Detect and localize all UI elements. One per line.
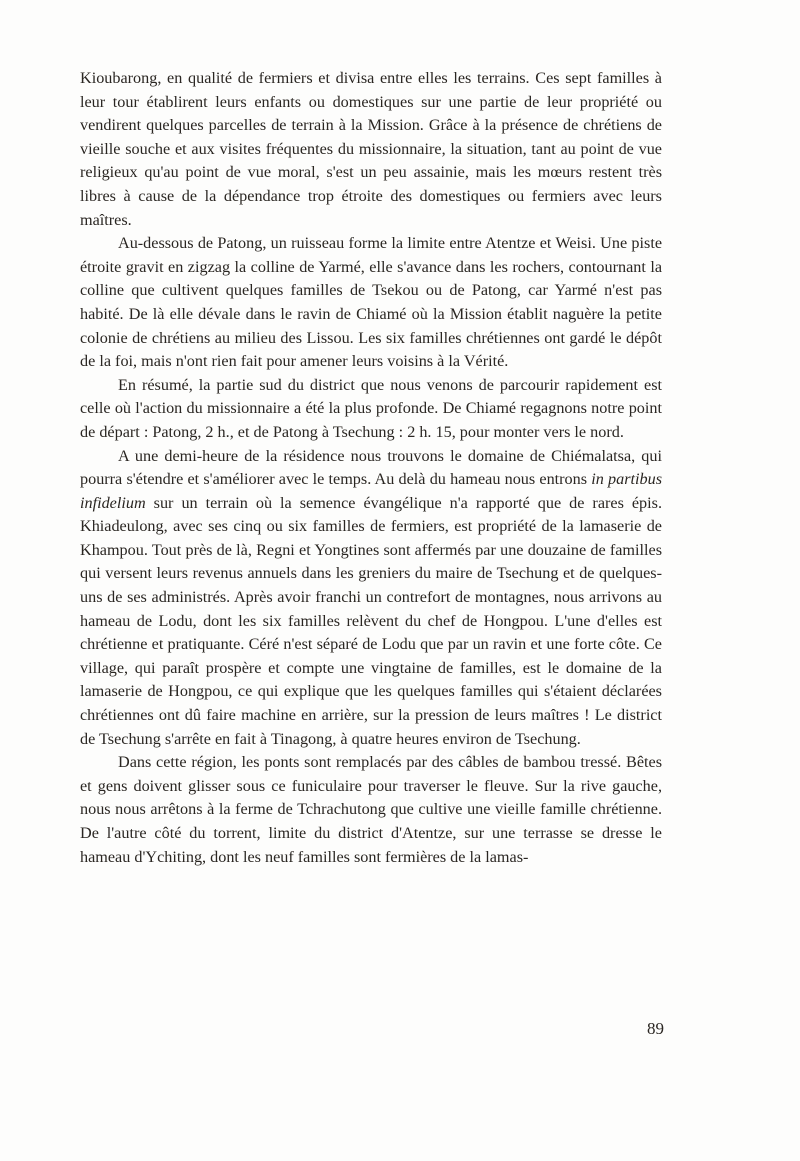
paragraph-5: Dans cette région, les ponts sont remplacés par des câbles de bambou tressé. Bêtes et gens doivent glisser sous ce funiculaire pour traverser le fleuve. Sur la rive gauche, nous nous arrêtons à la ferme de Tchrachutong que cultive une vieille famille chrétienne. De l'autre côté du torrent, limite du district d'Atentze, sur une terrasse se dresse le hameau d'Ychiting, dont les neuf familles sont fermières de la lamas- [80, 753, 662, 866]
paragraph-4 [80, 445, 662, 752]
page-body [80, 67, 662, 869]
latin-phrase: in partibus infidelium [80, 470, 663, 512]
page-number: 89 [647, 1019, 664, 1038]
paragraph-4-text-end: sur un terrain où la semence évangélique n'a rapporté que de rares épis. Khiadeulong, avec ses cinq ou six familles de fermiers, est propriété de la lamaserie de Khampou. Tout près de là, Regni et Yongtines sont affermés par une douzaine de familles qui versent leurs revenus annuels dans les greniers du maire de Tsechung et de quelques-uns de ses administrés. Après avoir franchi un contrefort de montagnes, nous arrivons au hameau de Lodu, dont les six familles relèvent du chef de Hongpou. L'une d'elles est chrétienne et pratiquante. Céré n'est séparé de Lodu que par un ravin et une forte côte. Ce village, qui paraît prospère et compte une vingtaine de familles, est le domaine de la lamaserie de Hongpou, ce qui explique que les quelques familles qui s'étaient déclarées chrétiennes ont dû faire machine en arrière, sur la pression de leurs maîtres ! Le district de Tsechung s'arrête en fait à Tinagong, à quatre heures environ de Tsechung. [80, 493, 662, 748]
paragraph-1: Kioubarong, en qualité de fermiers et divisa entre elles les terrains. Ces sept familles à leur tour établirent leurs enfants ou domestiques sur une partie de leur propriété ou vendirent quelques parcelles de terrain à la Mission. Grâce à la présence de chrétiens de vieille souche et aux visites fréquentes du missionnaire, la situation, tant au point de vue religieux qu'au point de vue moral, s'est un peu assainie, mais les mœurs restent très libres à cause de la dépendance trop étroite des domestiques ou fermiers avec leurs maîtres. [80, 69, 662, 229]
paragraph-3: En résumé, la partie sud du district que nous venons de parcourir rapidement est celle où l'action du missionnaire a été la plus profonde. De Chiamé regagnons notre point de départ : Patong, 2 h., et de Patong à Tsechung : 2 h. 15, pour monter vers le nord. [80, 375, 662, 441]
paragraph-4-text-start: A une demi-heure de la résidence nous trouvons le domaine de Chiémalatsa, qui pourra s'étendre et s'améliorer avec le temps. Au delà du hameau nous entrons [80, 446, 662, 489]
paragraph-2: Au-dessous de Patong, un ruisseau forme la limite entre Atentze et Weisi. Une piste étroite gravit en zigzag la colline de Yarmé, elle s'avance dans les rochers, contournant la colline que cultivent quelques familles de Tsekou ou de Patong, car Yarmé n'est pas habité. De là elle dévale dans le ravin de Chiamé où la Mission établit naguère la petite colonie de chrétiens au milieu des Lissou. Les six familles chrétiennes ont gardé le dépôt de la foi, mais n'ont rien fait pour amener leurs voisins à la Vérité. [80, 234, 662, 371]
